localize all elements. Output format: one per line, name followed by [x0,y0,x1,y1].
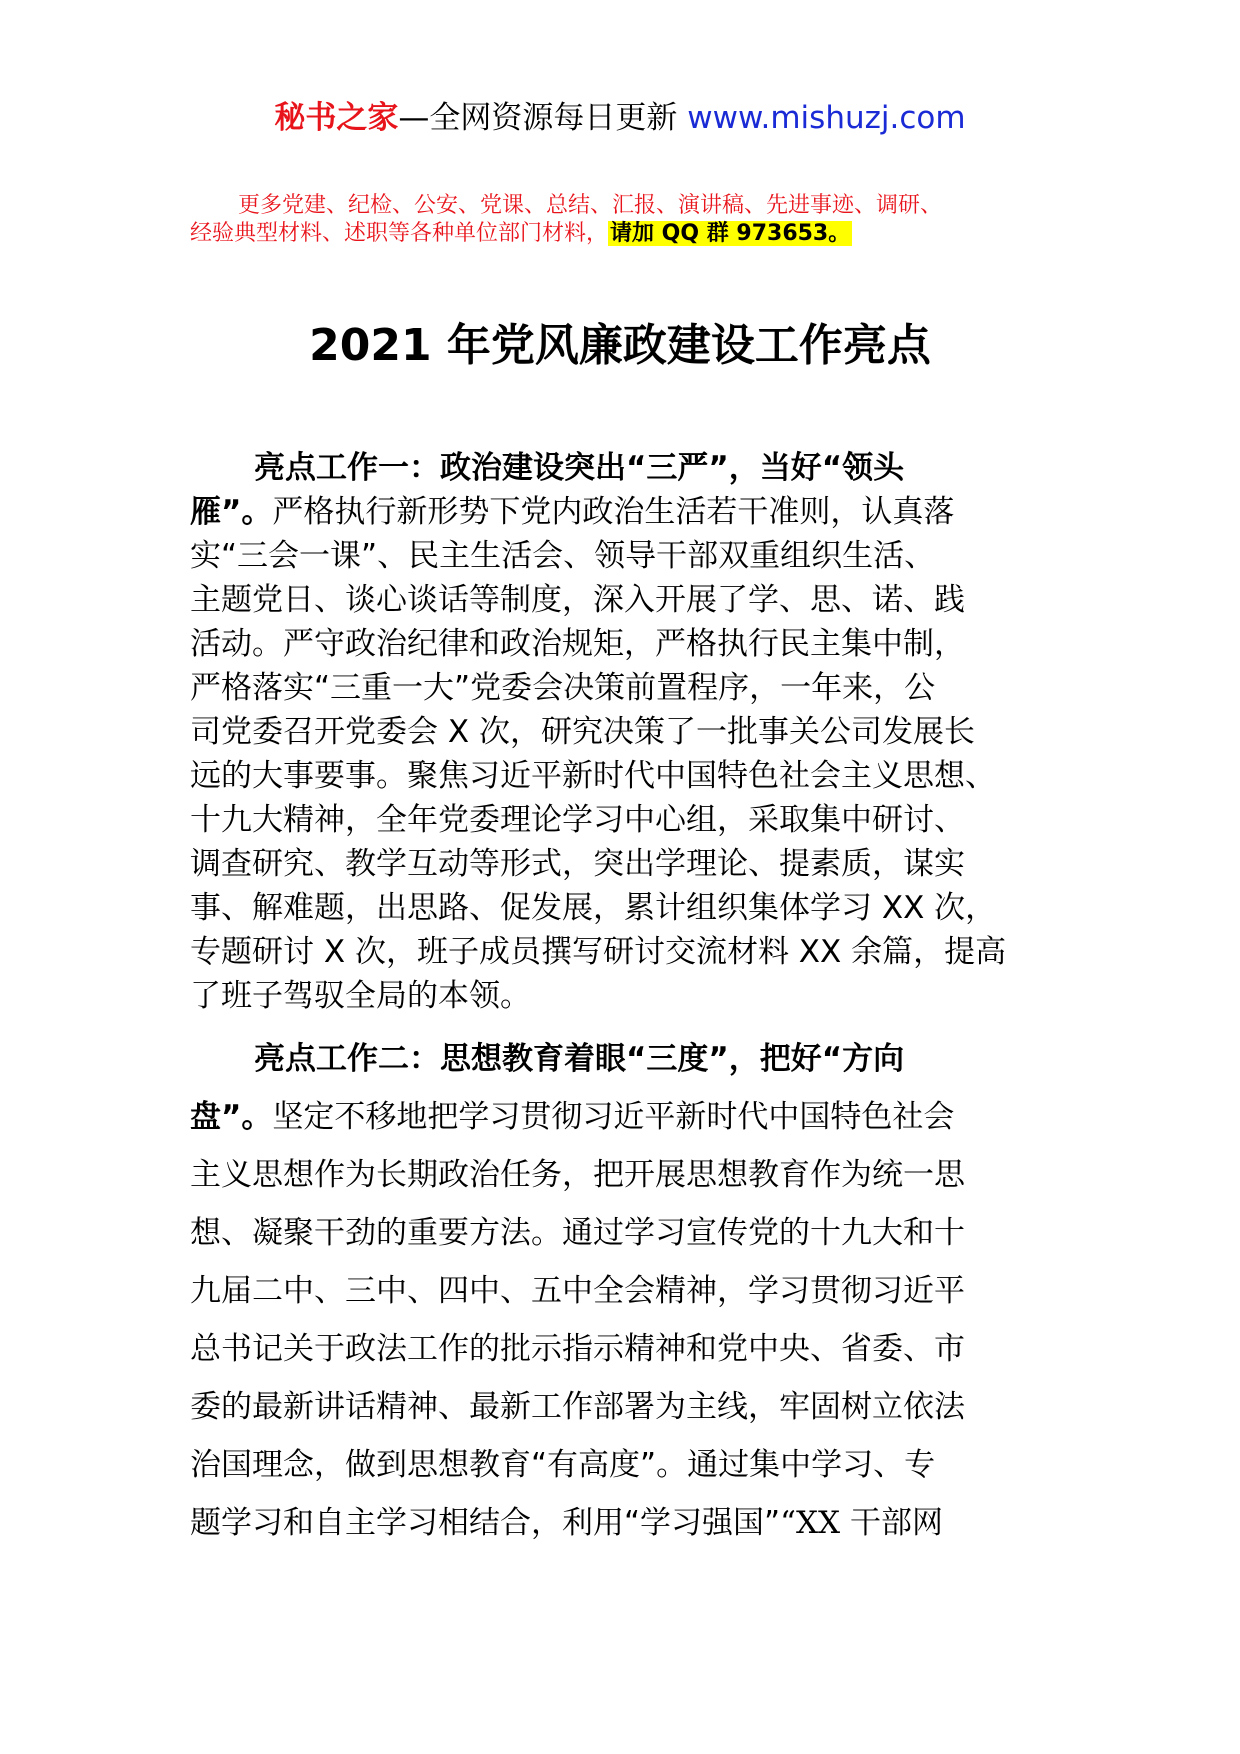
paragraph-1-line: 实“三会一课”、民主生活会、领导干部双重组织生活、 [190,538,936,574]
paragraph-2-heading-end: 盘”。 [190,1099,273,1135]
paragraph-1-line: 专题研讨 X 次，班子成员撰写研讨交流材料 XX 余篇，提高 [190,934,1007,970]
paragraph-1-line: 远的大事要事。聚焦习近平新时代中国特色社会主义思想、 [190,758,996,794]
paragraph-1-line: 司党委召开党委会 X 次，研究决策了一批事关公司发展长 [190,714,975,750]
paragraph-2-quote-start: “XX 干部网 [780,1505,943,1541]
paragraph-1-line: 活动。严守政治纪律和政治规矩，严格执行民主集中制， [190,626,965,662]
highlight-paragraph-2 [190,1030,1070,1552]
paragraph-2-line: 治国理念，做到思想教育“有高度”。通过集中学习、专 [190,1447,936,1483]
banner-tagline: —全网资源每日更新 [398,100,688,136]
highlight-paragraph-1 [190,446,1070,1018]
paragraph-1-line: 严格落实“三重一大”党委会决策前置程序，一年来，公 [190,670,936,706]
paragraph-1-text: 严格执行新形势下党内政治生活若干准则，认真落 [272,494,955,530]
promo-line-2 [190,220,1070,248]
site-url-link[interactable]: www.mishuzj.com [687,100,966,136]
paragraph-1-heading-end: 雁”。 [190,494,273,530]
paragraph-2-last-text: 题学习和自主学习相结合，利用“学习强国” [190,1505,781,1541]
qq-group-highlight: 请加 QQ 群 973653。 [610,221,851,246]
paragraph-2-line: 主义思想作为长期政治任务，把开展思想教育作为统一思 [190,1157,965,1193]
paragraph-2-line: 总书记关于政法工作的批示指示精神和党中央、省委、市 [190,1331,965,1367]
paragraph-1-line: 调查研究、教学互动等形式，突出学理论、提素质，谋实 [190,846,965,882]
paragraph-2-line [190,1088,1070,1146]
paragraph-2-text: 坚定不移地把学习贯彻习近平新时代中国特色社会 [272,1099,955,1135]
paragraph-1-heading: 亮点工作一：政治建设突出“三严”，当好“领头 [254,450,905,486]
paragraph-1-line: 十九大精神，全年党委理论学习中心组，采取集中研讨、 [190,802,965,838]
paragraph-2-line: 委的最新讲话精神、最新工作部署为主线，牢固树立依法 [190,1389,965,1425]
site-banner [0,98,1240,138]
paragraph-2-line: 想、凝聚干劲的重要方法。通过学习宣传党的十九大和十 [190,1215,965,1251]
promo-line-1: 更多党建、纪检、公安、党课、总结、汇报、演讲稿、先进事迹、调研、 [238,193,943,218]
paragraph-2-heading: 亮点工作二：思想教育着眼“三度”，把好“方向 [254,1041,905,1077]
paragraph-1-line: 主题党日、谈心谈话等制度，深入开展了学、思、诺、践 [190,582,965,618]
document-title: 2021 年党风廉政建设工作亮点 [309,320,931,371]
paragraph-1-line: 了班子驾驭全局的本领。 [190,978,531,1014]
brand-name: 秘书之家 [274,100,399,136]
promo-notice [190,192,1070,248]
paragraph-2-line: 九届二中、三中、四中、五中全会精神，学习贯彻习近平 [190,1273,965,1309]
promo-text: 经验典型材料、述职等各种单位部门材料， [190,221,609,246]
paragraph-1-line: 事、解难题，出思路、促发展，累计组织集体学习 XX 次， [190,890,997,926]
paragraph-2-line [190,1494,1070,1552]
paragraph-1-line [190,490,1070,534]
